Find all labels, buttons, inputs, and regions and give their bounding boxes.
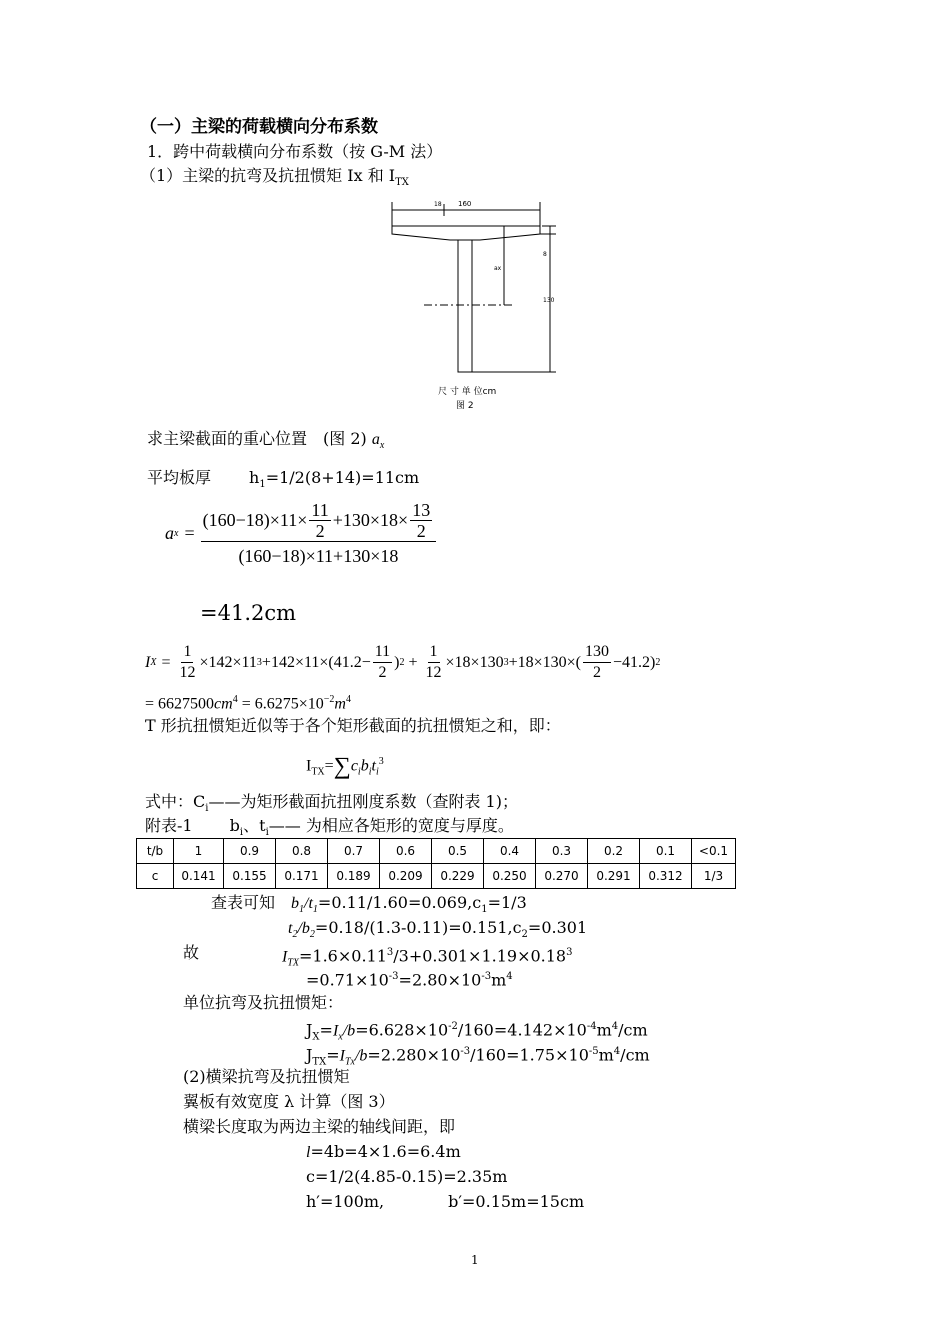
table-cell: <0.1 [692, 839, 736, 864]
page-number: 1 [471, 1253, 479, 1267]
table-cell: 0.6 [380, 839, 432, 864]
table-cell: 0.2 [588, 839, 640, 864]
l-line: l=4b=4×1.6=6.4m [306, 1142, 461, 1161]
dim-160: 160 [458, 200, 472, 208]
unit-heading: 单位抗弯及抗扭惯矩： [183, 993, 344, 1012]
table-cell: 0.1 [640, 839, 692, 864]
jx-line: $J_X=I_x/b=6.628\times 10^{-2}/160=4.142\times 10^{-4}m^4/cm$ [306, 1020, 648, 1043]
table-cell: 0.8 [276, 839, 328, 864]
dim-8: 8 [543, 251, 547, 258]
section-heading: （一）主梁的荷载横向分布系数 [140, 117, 378, 137]
subsection-1: 1．跨中荷载横向分布系数（按 G-M 法） [147, 142, 443, 161]
centroid-text: 求主梁截面的重心位置 (图 2) $a_x$ [147, 429, 385, 452]
subsection-1-1: （1）主梁的抗弯及抗扭惯矩 Ix 和 $I_{TX}$ [140, 166, 409, 189]
table-row [137, 839, 736, 864]
table-cell: 0.209 [380, 864, 432, 889]
avg-thickness: 平均板厚 $h_1=1/2(8+14)=11cm$ [147, 468, 420, 491]
table-cell: 0.141 [174, 864, 224, 889]
dim-18: 18 [434, 201, 442, 208]
table-cell: 0.229 [432, 864, 484, 889]
beam-length-line: 横梁长度取为两边主梁的轴线间距，即 [183, 1117, 456, 1136]
figure-caption: 图 2 [456, 401, 474, 411]
where-text: 式中：$C_i——$为矩形截面抗扭刚度系数（查附表 1)； [145, 792, 518, 815]
flange-width-line: 翼板有效宽度 λ 计算（图 3） [183, 1092, 395, 1111]
t-beam-figure [380, 190, 570, 412]
table-cell: 0.189 [328, 864, 380, 889]
table-cell: 1/3 [692, 864, 736, 889]
ax-result: =41.2cm [200, 601, 297, 625]
table-cell: c [137, 864, 174, 889]
table-cell: 0.270 [536, 864, 588, 889]
table-cell: 0.7 [328, 839, 380, 864]
table-cell: 0.155 [224, 864, 276, 889]
coefficient-table [136, 838, 736, 889]
itx-result: $=0.71\times 10^{-3}=2.80\times 10^{-3}m^4$ [306, 970, 513, 990]
table-cell: 0.312 [640, 864, 692, 889]
table-cell: 0.5 [432, 839, 484, 864]
table-cell: t/b [137, 839, 174, 864]
table-cell: 0.9 [224, 839, 276, 864]
ix-formula: I X = $\frac{1}{12}$ ×142×11 3 +142×11×(41.2− $\frac{11}{2}$ ) 2 + $\frac{1}{12}$ ×18×130 3 +18×130×( $\frac{130}{2}$ −41.2) 2 [145, 643, 661, 681]
therefore-label: 故 [183, 943, 200, 962]
lookup-line-2: $t_2/b_2=0.18/(1.3-0.11)=0.151,c_2=0.301$ [288, 918, 588, 941]
torsion-text: T 形抗扭惯矩近似等于各个矩形截面的抗扭惯矩之和，即： [145, 716, 561, 735]
h-line: h′=100m, b′=0.15m=15cm [306, 1192, 585, 1211]
table-cell: 0.291 [588, 864, 640, 889]
table-cell: 0.250 [484, 864, 536, 889]
ix-result: = $6627500cm^4 = 6.6275\times 10^{-2}m^4$ [145, 694, 351, 713]
itx-calc: $I_{TX}=1.6\times 0.11^3/3+0.301\times 1.19\times 0.18^3$ [282, 946, 573, 969]
appendix-text: 附表-1 $b_i$、$t_i——$ 为相应各矩形的宽度与厚度。 [145, 816, 514, 839]
dim-ax: ax [494, 265, 502, 272]
c-line: c=1/2(4.85-0.15)=2.35m [306, 1167, 508, 1186]
lookup-line-1: 查表可知 $b_1/t_1=0.11/1.60=0.069,c_1=1/3$ [211, 893, 527, 916]
table-cell: 0.3 [536, 839, 588, 864]
dim-130: 130 [543, 297, 555, 304]
itx-formula: $I_{TX}=\sum c_ib_it_i^3$ [306, 753, 384, 780]
table-cell: 0.4 [484, 839, 536, 864]
table-row [137, 864, 736, 889]
subsection-2: (2)横梁抗弯及抗扭惯矩 [183, 1067, 350, 1086]
jtx-line: $J_{TX}=I_{Tx}/b=2.280\times 10^{-3}/160=1.75\times 10^{-5}m^4/cm$ [306, 1045, 650, 1068]
ax-formula: a x = (160−18)×11× $\frac{11}{2}$ +130×18× $\frac{13}{2}$ (160−18)×11+130×18 [165, 500, 436, 567]
table-cell: 1 [174, 839, 224, 864]
table-cell: 0.171 [276, 864, 328, 889]
figure-unit-caption: 尺 寸 单 位cm [438, 387, 497, 397]
